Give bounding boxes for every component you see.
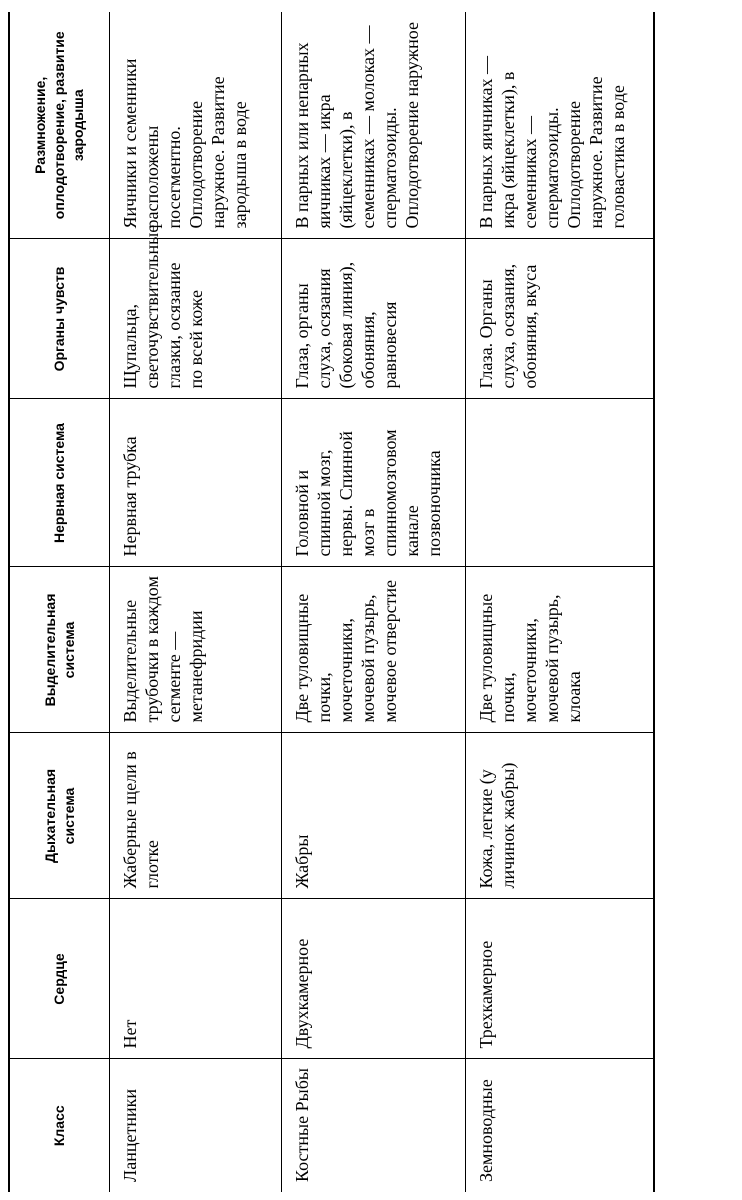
- cell-excretory: Две туловищные почки, мочеточники, мочевой пузырь, мочевое отверстие: [282, 567, 466, 733]
- cell-excretory: Две туловищные почки, мочеточники, мочевой пузырь, клоака: [466, 567, 655, 733]
- cell-respiratory: Жаберные щели в глотке: [110, 733, 282, 899]
- cell-senses: Щупальца, светочувствительные глазки, осязание по всей коже: [110, 239, 282, 399]
- header-nervous: Нервная система: [9, 399, 110, 567]
- cell-heart: Нет: [110, 899, 282, 1059]
- cell-respiratory: Жабры: [282, 733, 466, 899]
- cell-nervous: [466, 399, 655, 567]
- cell-senses: Глаза, органы слуха, осязания (боковая линия), обоняния, равновесия: [282, 239, 466, 399]
- cell-respiratory: Кожа, легкие (у личинок жабры): [466, 733, 655, 899]
- cell-reproduction: В парных яичниках — икра (яйцеклетки), в семенниках — сперматозоиды. Оплодотворение наружное. Развитие головастика в воде: [466, 12, 655, 239]
- cell-reproduction: Яичники и семенники расположены посегментно. Оплодотворение наружное. Развитие зародыша в воде: [110, 12, 282, 239]
- header-reproduction: Размножение, оплодотворение, развитие зародыша: [9, 12, 110, 239]
- cell-reproduction: В парных или непарных яичниках — икра (яйцеклетки), в семенниках — молоках — сперматозоиды. Оплодотворение наружное: [282, 12, 466, 239]
- header-excretory: Выделительная система: [9, 567, 110, 733]
- table-row: [282, 12, 466, 1192]
- header-row: [9, 12, 110, 1192]
- vertebrate-classes-table: [8, 12, 655, 1192]
- cell-heart: Трехкамерное: [466, 899, 655, 1059]
- cell-class: Ланцетники: [110, 1059, 282, 1192]
- table-row: [466, 12, 655, 1192]
- header-heart: Сердце: [9, 899, 110, 1059]
- header-senses: Органы чувств: [9, 239, 110, 399]
- cell-class: Земноводные: [466, 1059, 655, 1192]
- cell-nervous: Головной и спинной мозг, нервы. Спинной мозг в спинномозговом канале позвоночника: [282, 399, 466, 567]
- cell-class: Костные Рыбы: [282, 1059, 466, 1192]
- cell-excretory: Выделительные трубочки в каждом сегменте — метанефридии: [110, 567, 282, 733]
- header-class: Класс: [9, 1059, 110, 1192]
- cell-heart: Двухкамерное: [282, 899, 466, 1059]
- table-row: [110, 12, 282, 1192]
- header-respiratory: Дыхательная система: [9, 733, 110, 899]
- cell-senses: Глаза. Органы слуха, осязания, обоняния, вкуса: [466, 239, 655, 399]
- cell-nervous: Нервная трубка: [110, 399, 282, 567]
